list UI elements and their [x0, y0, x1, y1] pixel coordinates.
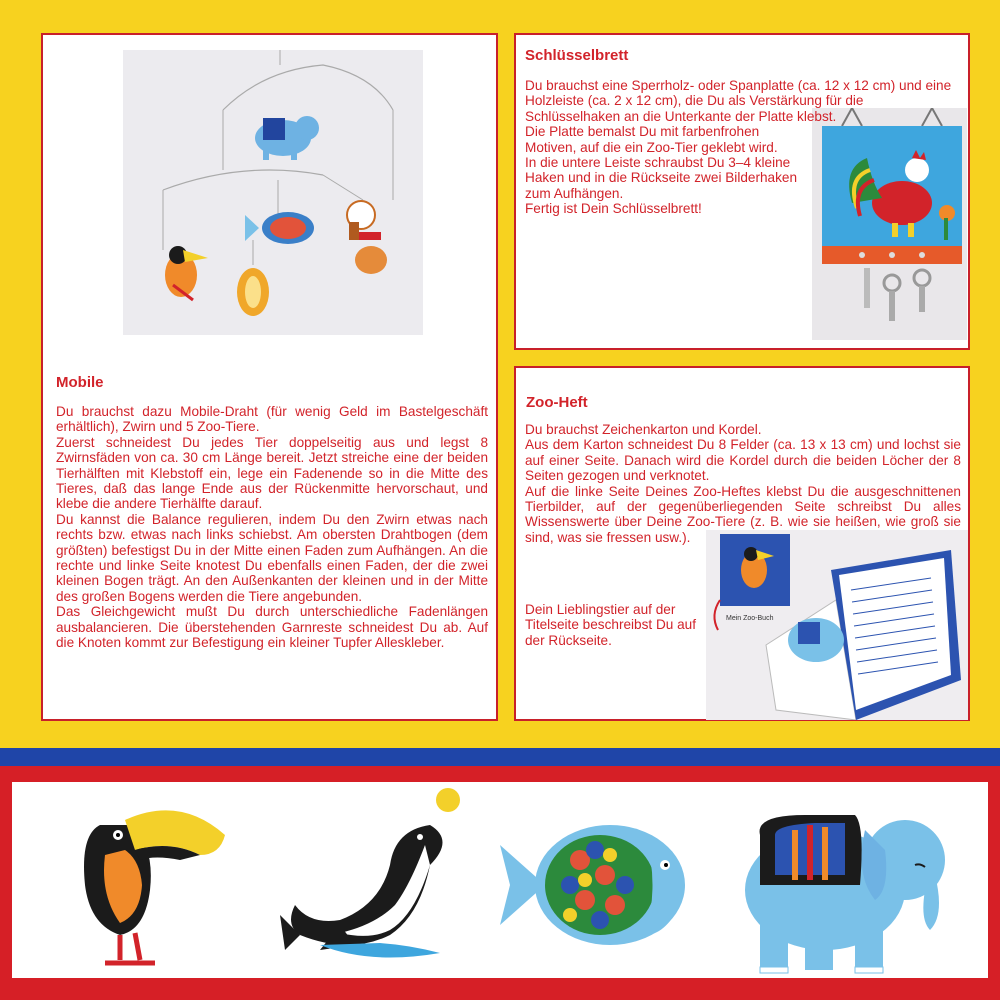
- schluesselbrett-wrap: [525, 124, 813, 216]
- schluesselbrett-paragraph: In die untere Leiste schraubst Du 3–4 kleine Haken und in die Rückseite zwei Bilderhaken zum Aufhängen.: [525, 155, 798, 201]
- toucan-illustration: [60, 795, 230, 970]
- schluesselbrett-paragraph: Du brauchst eine Sperrholz- oder Spanplatte (ca. 12 x 12 cm) und eine Holzleiste (ca. 2 x 12 cm), die Du als Verstärkung für die Schlüsselhaken an die Unterkante der Platte klebst.: [525, 78, 952, 124]
- schluesselbrett-body: [525, 78, 961, 217]
- book-label: Mein Zoo-Buch: [726, 615, 774, 622]
- seal-illustration: [280, 785, 475, 970]
- schluesselbrett-paragraph: Fertig ist Dein Schlüsselbrett!: [525, 201, 702, 217]
- elephant-illustration: [735, 805, 950, 975]
- zooheft-body-wrap: [525, 602, 701, 648]
- zooheft-paragraph: Auf die linke Seite Deines Zoo-Heftes klebst Du die ausgeschnittenen Tierbilder, auf der gegenüberliegenden Seite schreibst Du alles Wissenswerte über Deine Zoo-Tiere (z. B. wie sie heißen, wie groß sie sind, was sie fressen usw.).: [525, 483, 961, 545]
- schluesselbrett-title: Schlüsselbrett: [525, 47, 629, 64]
- zooheft-photo: [706, 530, 968, 720]
- zooheft-paragraph: Du brauchst Zeichenkarton und Kordel.: [525, 422, 762, 437]
- blue-stripe: [0, 748, 1000, 766]
- mobile-title: Mobile: [56, 374, 104, 391]
- fish-illustration: [500, 805, 700, 965]
- mobile-lion: [237, 268, 269, 316]
- zooheft-body: [525, 422, 961, 545]
- mobile-paragraph: Zuerst schneidest Du jedes Tier doppelseitig aus und legst 8 Zwirnsfäden von ca. 30 cm Länge bereit. Jetzt streiche eine der beiden Tierhälften mit Klebstoff ein, lege ein Fadenende so in die Mitte des Tieres, daß das lange Ende aus der Rückenmitte hervorschaut, und klebe die andere Tierhälfte darauf.: [56, 434, 488, 512]
- mobile-paragraph: Das Gleichgewicht mußt Du durch unterschiedliche Fadenlängen ausbalancieren. Die überstehenden Garnreste schneidest Du ab. Auf die Knoten kommt zur Befestigung ein kleiner Tupfer Alleskleber.: [56, 604, 488, 651]
- mobile-photo: [123, 50, 423, 335]
- zooheft-title: Zoo-Heft: [526, 394, 588, 411]
- mobile-body: [56, 404, 488, 651]
- zooheft-paragraph: Dein Lieblingstier auf der Titelseite beschreibst Du auf der Rückseite.: [525, 602, 697, 648]
- schluesselbrett-paragraph: Die Platte bemalst Du mit farbenfrohen Motiven, auf die ein Zoo-Tier geklebt wird.: [525, 124, 778, 155]
- mobile-paragraph: Du kannst die Balance regulieren, indem Du den Zwirn etwas nach rechts bzw. etwas nach links schiebst. Am obersten Drahtbogen (dem größten) befestigst Du in der Mitte einen Faden zum Aufhängen. An die rechte und linke Seite knotest Du ebenfalls einen Faden, der die zwei kleinen Bogen trägt. An den Außenkanten der kleinen und in der Mitte des großen Bogens werden die Tiere angebunden.: [56, 511, 488, 604]
- zooheft-paragraph: Aus dem Karton schneidest Du 8 Felder (ca. 13 x 13 cm) und lochst sie auf einer Seite. Danach wird die Kordel durch die beiden Löcher der 8 Seiten gezogen und verknotet.: [525, 437, 961, 484]
- mobile-paragraph: Du brauchst dazu Mobile-Draht (für wenig Geld im Bastelgeschäft erhältlich), Zwirn und 5 Zoo-Tiere.: [56, 404, 488, 435]
